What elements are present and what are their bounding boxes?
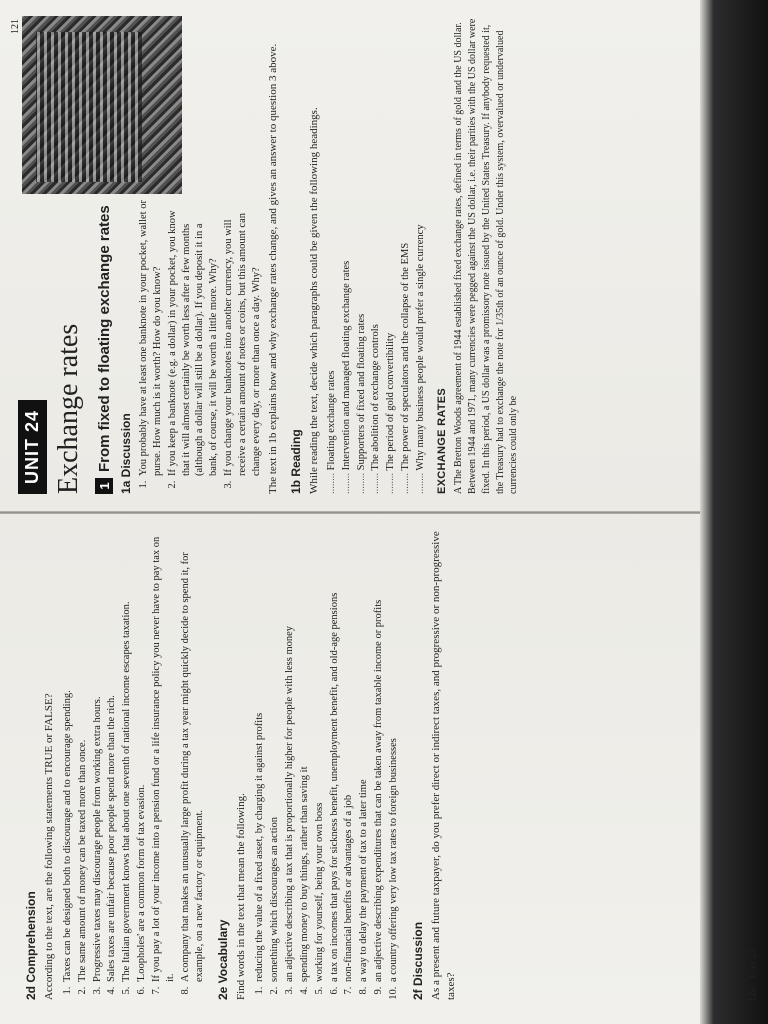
unit-title: Exchange rates [53, 323, 84, 494]
list-item: 2. something which discourages an action [268, 530, 282, 984]
list-item: 1. Taxes can be designed both to discourage and to encourage spending. [61, 530, 75, 984]
section-number: 1 [95, 478, 113, 494]
list-item: 1. reducing the value of a fixed asset, by charging it against profits [253, 530, 267, 984]
list-item: ..... Floating exchange rates [325, 14, 340, 494]
comprehension-heading: 2d Comprehension [24, 891, 38, 1000]
list-item: 7. If you pay a lot of your income into a pension fund or a life insurance policy you never have to pay tax on it. [150, 530, 178, 984]
text-title: EXCHANGE RATES [436, 387, 449, 494]
discussion-list [137, 198, 264, 494]
reading-heading: 1b Reading [288, 429, 303, 494]
list-item: 9. an adjective describing expenditures that can be taken away from taxable income or profits [372, 530, 386, 984]
right-page [18, 14, 521, 494]
list-item: ..... The abolition of exchange controls [369, 14, 384, 494]
left-running-title: Unit 23 [748, 948, 759, 979]
list-item: 4. spending money to buy things, rather than saving it [298, 530, 312, 984]
list-item: 8. a way to delay the payment of tax to a later time [357, 530, 371, 984]
list-item: 3. If you change your banknotes into another currency, you will receive a certain amount of notes or coins, but this amount can change every day, or more than once a day. Why? [222, 198, 264, 478]
list-item: 10. a country offering very low tax rates to foreign businesses [387, 530, 401, 984]
list-item: 3. an adjective describing a tax that is proportionally higher for people with less money [283, 530, 297, 984]
list-item: ..... The power of speculators and the collapse of the EMS [399, 14, 414, 494]
list-item: 4. Sales taxes are unfair because poor people spend more than the rich. [105, 530, 119, 984]
list-item: 5. working for yourself, being your own boss [313, 530, 327, 984]
list-item: 5. The Italian government knows that about one seventh of national income escapes taxation. [120, 530, 134, 984]
comprehension-list [61, 530, 207, 1000]
list-item: ..... The period of gold convertibility [384, 14, 399, 494]
left-page-number: 120 [748, 987, 759, 1002]
vocabulary-heading: 2e Vocabulary [216, 919, 231, 1000]
list-item: 3. Progressive taxes may discourage people from working extra hours. [91, 530, 105, 984]
discussion-heading: 1a Discussion [119, 413, 133, 494]
list-item: ..... Why many business people would prefer a single currency [414, 14, 429, 494]
unit-badge: UNIT 24 [18, 400, 47, 494]
list-item: 6. 'Loopholes' are a common form of tax evasion. [135, 530, 149, 984]
book-spine [0, 511, 768, 514]
discussion-text: As a present and future taxpayer, do you prefer direct or indirect taxes, and progressive or non-progressive taxes? [429, 531, 457, 1000]
vocabulary-list [253, 530, 401, 1000]
list-item: 1. You probably have at least one banknote in your pocket, wallet or purse. How much is it worth? How do you know? [137, 198, 165, 478]
headings-list [325, 14, 428, 494]
list-item: 2. The same amount of money can be taxed more than once. [76, 530, 90, 984]
list-item: ..... Intervention and managed floating exchange rates [340, 14, 355, 494]
right-page-number: 121 [10, 19, 21, 34]
trading-floor-photo [22, 16, 182, 194]
scan-dark-edge [700, 0, 768, 1024]
text-body: A The Bretton Woods agreement of 1944 established fixed exchange rates, defined in terms of gold and the US dollar. Between 1944 and 1971, many currencies were pegged against the US dollar, i.e. their parities with the US dollar were fixed. In this period, a US dollar was a promissory note issued by the United States Treasury. If anybody requested it, the Treasury had to exchange the note for 1/35th of an ounce of gold. Under this system, overvalued or undervalued currencies could only be [453, 18, 520, 494]
reading-intro: While reading the text, decide which paragraphs could be given the following headings. [307, 107, 320, 494]
vocabulary-intro: Find words in the text that mean the following. [235, 793, 248, 1000]
list-item: 2. If you keep a banknote (e.g. a dollar) in your pocket, you know that it will almost certainly be worth less after a few months (although a dollar will still be a dollar). If you deposit it in a bank, of course, it will be worth a little more. Why? [166, 198, 221, 478]
list-item: ..... Supporters of fixed and floating rates [355, 14, 370, 494]
list-item: 6. a tax on incomes that pays for sickness benefit, unemployment benefit, and old-age pensions [328, 530, 342, 984]
discussion-heading: 2f Discussion [410, 921, 425, 1000]
left-page [18, 530, 463, 1000]
comprehension-intro: According to the text, are the following statements TRUE or FALSE? [43, 693, 55, 1000]
list-item: 7. non-financial benefits or advantages of a job [342, 530, 356, 984]
list-item: 8. A company that makes an unusually large profit during a tax year might quickly decide to spend it, for example, on a new factory or equipment. [179, 530, 207, 984]
left-folio [748, 948, 759, 1002]
discussion-closing: The text in 1b explains how and why exchange rates change, and gives an answer to question 3 above. [266, 43, 279, 494]
section-title-text: From fixed to floating exchange rates [95, 205, 113, 472]
